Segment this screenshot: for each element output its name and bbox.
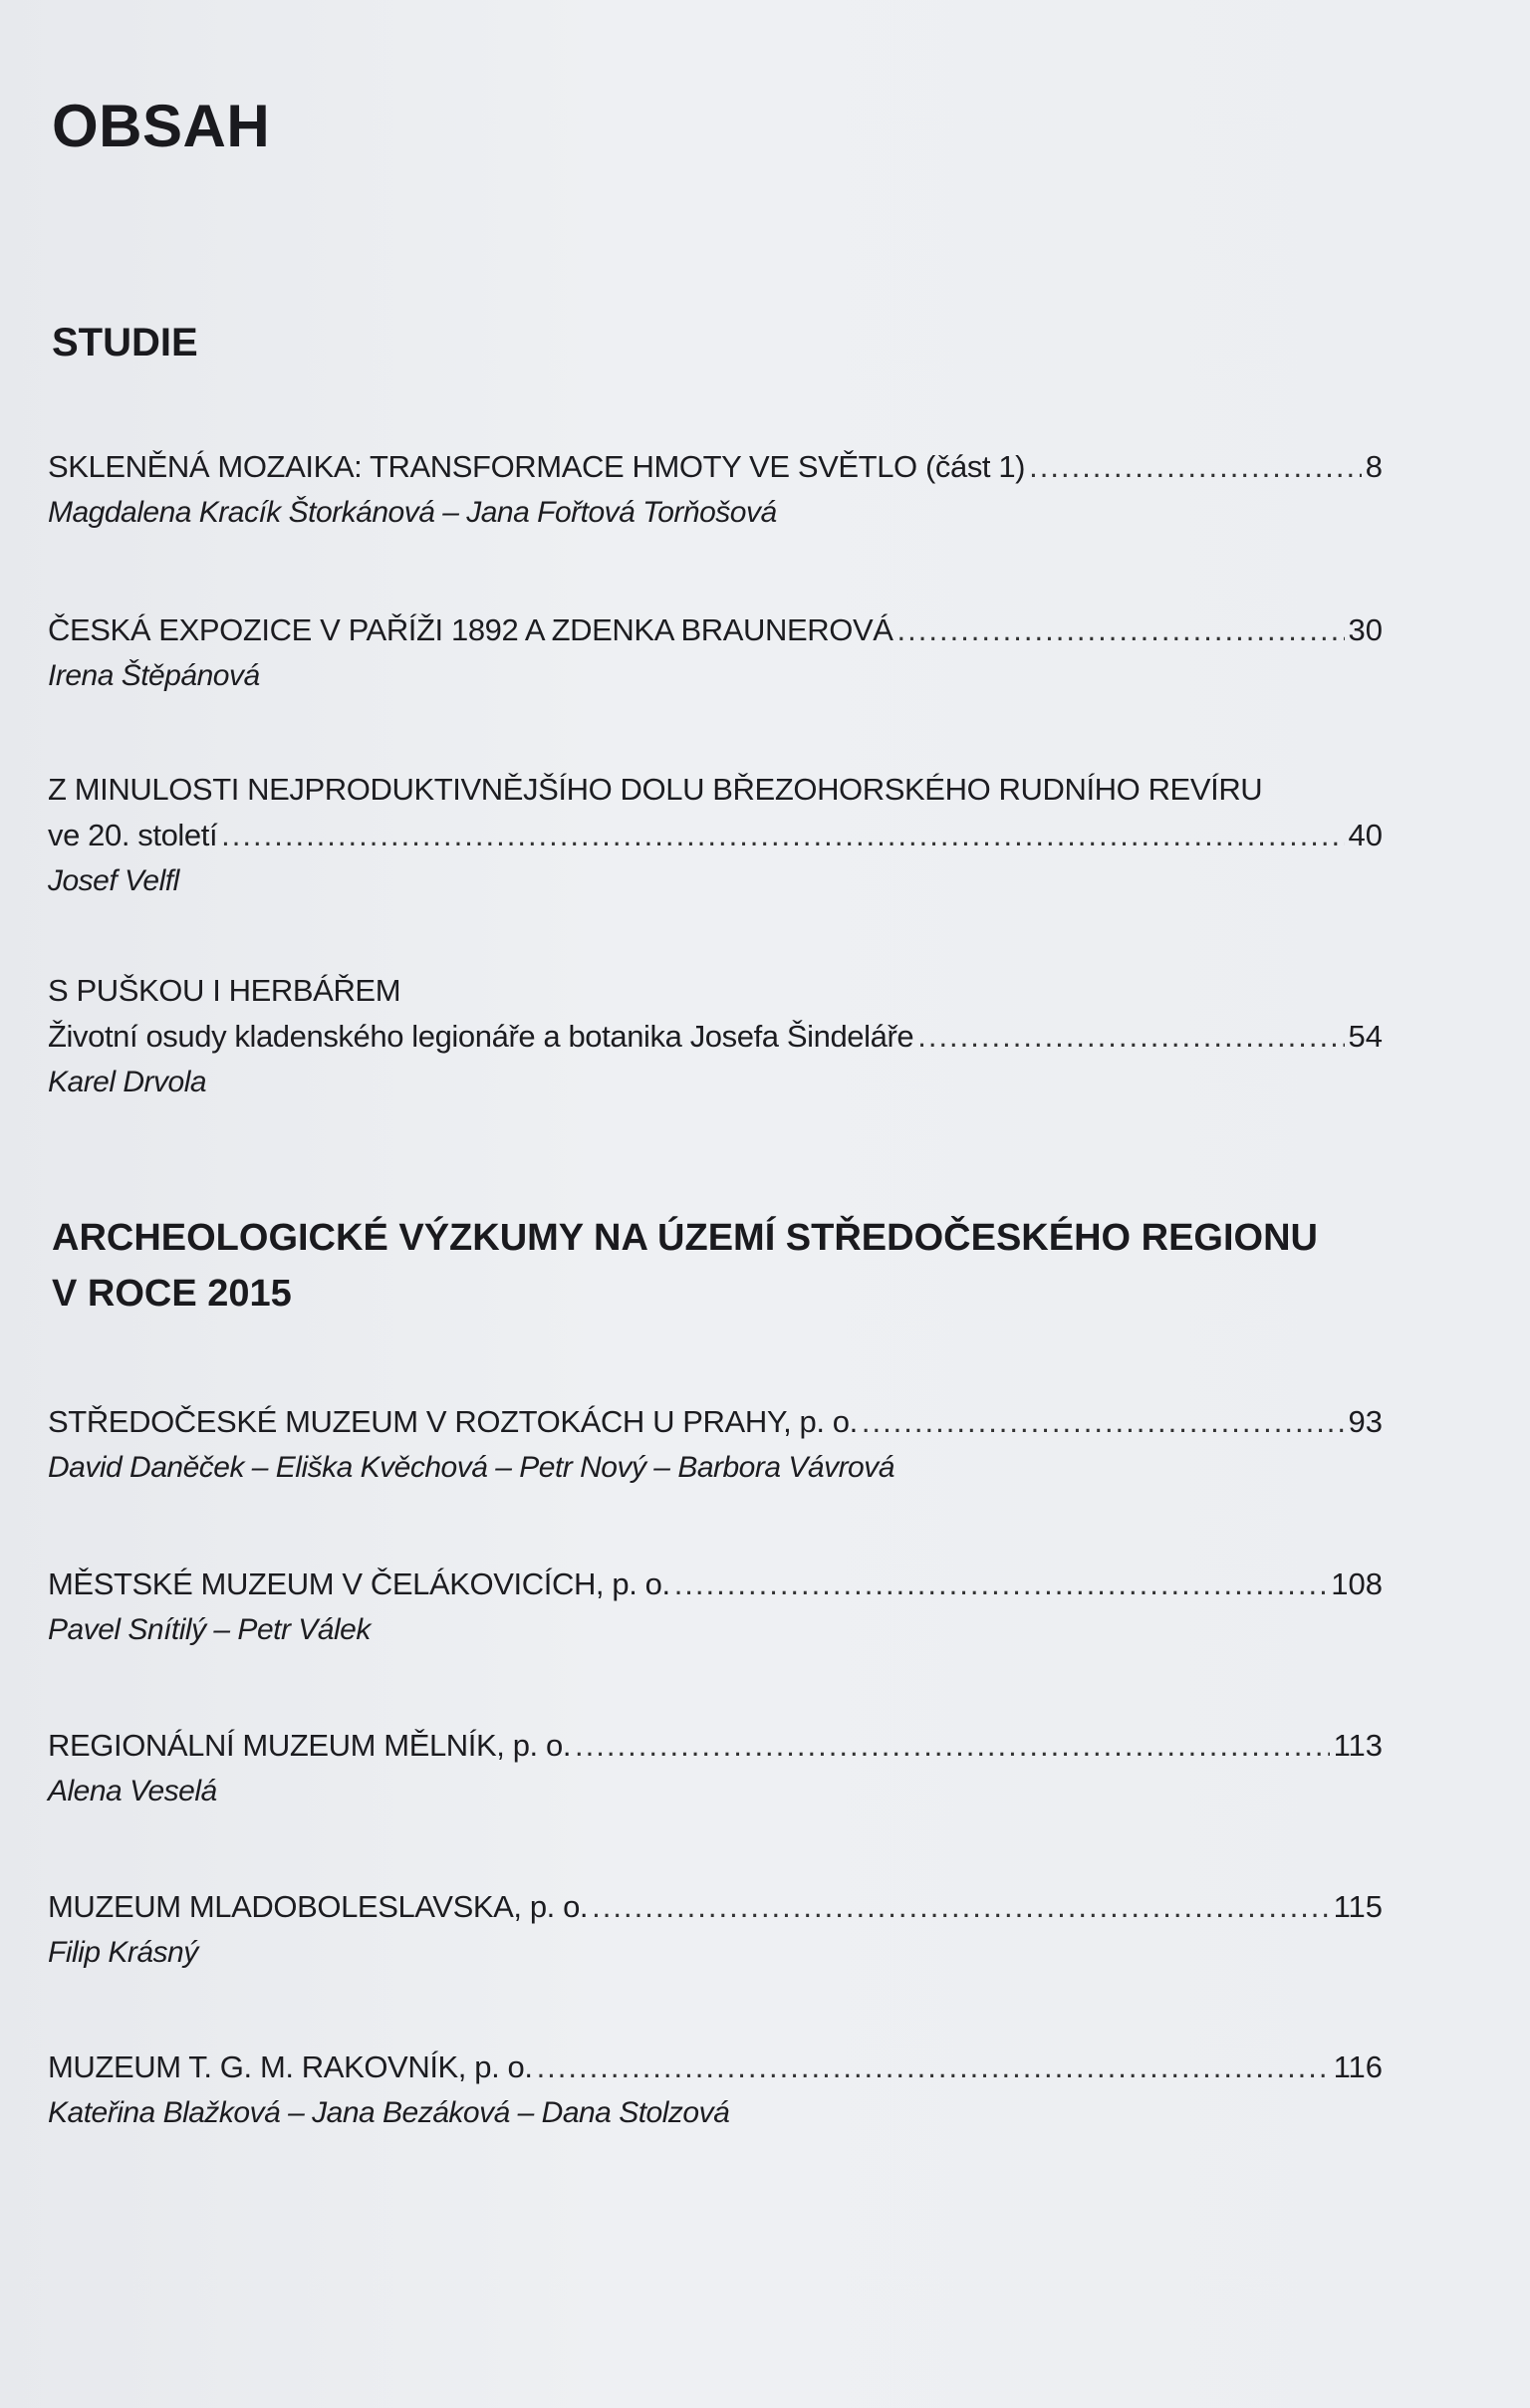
toc-entry-authors: Karel Drvola <box>48 1066 207 1098</box>
toc-entry-page: 40 <box>1348 818 1383 852</box>
toc-entry-authors: Pavel Snítilý – Petr Válek <box>48 1613 371 1646</box>
toc-entry-page: 115 <box>1333 1889 1383 1924</box>
toc-entry-line <box>48 813 1383 858</box>
toc-entry-title: ve 20. století <box>48 818 218 852</box>
toc-entry-title: STŘEDOČESKÉ MUZEUM V ROZTOKÁCH U PRAHY, p. o. <box>48 1404 858 1439</box>
section-heading-studie: STUDIE <box>52 321 198 364</box>
toc-entry[interactable] <box>48 968 1383 1105</box>
dot-leader <box>575 1723 1330 1769</box>
toc-entry-page: 8 <box>1365 449 1383 484</box>
toc-entry-line <box>48 1014 1383 1060</box>
toc-entry-line <box>48 1884 1383 1930</box>
dot-leader <box>1029 444 1362 490</box>
toc-entry-authors: Kateřina Blažková – Jana Bezáková – Dana Stolzová <box>48 2096 730 2129</box>
toc-entry[interactable] <box>48 607 1383 699</box>
toc-entry[interactable] <box>48 1723 1383 1814</box>
dot-leader <box>917 1014 1344 1060</box>
toc-entry-page: 93 <box>1348 1404 1383 1439</box>
section-heading-archeologie <box>52 1210 1446 1322</box>
toc-entry-title: MUZEUM MLADOBOLESLAVSKA, p. o. <box>48 1889 589 1924</box>
dot-leader <box>221 813 1344 858</box>
dot-leader <box>537 2045 1330 2090</box>
toc-entry-title-line1: Z MINULOSTI NEJPRODUKTIVNĚJŠÍHO DOLU BŘEZOHORSKÉHO RUDNÍHO REVÍRU <box>48 772 1263 807</box>
toc-entry[interactable] <box>48 444 1383 536</box>
toc-entry-title: SKLENĚNÁ MOZAIKA: TRANSFORMACE HMOTY VE SVĚTLO (část 1) <box>48 449 1026 484</box>
toc-entry-title: REGIONÁLNÍ MUZEUM MĚLNÍK, p. o. <box>48 1728 572 1763</box>
toc-entry-page: 108 <box>1331 1566 1383 1601</box>
toc-entry-page: 54 <box>1348 1019 1383 1054</box>
toc-entry-title: ČESKÁ EXPOZICE V PAŘÍŽI 1892 A ZDENKA BRAUNEROVÁ <box>48 612 893 647</box>
toc-entry[interactable] <box>48 2045 1383 2136</box>
toc-entry-authors: David Daněček – Eliška Kvěchová – Petr Nový – Barbora Vávrová <box>48 1451 894 1484</box>
page-title: OBSAH <box>52 93 271 159</box>
toc-entry-authors: Irena Štěpánová <box>48 659 260 692</box>
toc-entry[interactable] <box>48 1884 1383 1976</box>
toc-entry-line <box>48 1562 1383 1607</box>
toc-entry-title-line1: S PUŠKOU I HERBÁŘEM <box>48 973 401 1008</box>
toc-entry-line <box>48 444 1383 490</box>
toc-entry-authors: Magdalena Kracík Štorkánová – Jana Fořtová Torňošová <box>48 496 777 529</box>
dot-leader <box>592 1884 1329 1930</box>
toc-entry-line <box>48 1723 1383 1769</box>
toc-entry[interactable] <box>48 767 1383 904</box>
toc-entry-page: 113 <box>1333 1728 1383 1763</box>
toc-entry-page: 30 <box>1348 612 1383 647</box>
dot-leader <box>862 1399 1345 1445</box>
toc-entry-line <box>48 1399 1383 1445</box>
toc-entry-line <box>48 607 1383 653</box>
toc-entry-title: Životní osudy kladenského legionáře a botanika Josefa Šindeláře <box>48 1019 914 1054</box>
toc-entry-page: 116 <box>1333 2049 1383 2084</box>
toc-entry-title: MĚSTSKÉ MUZEUM V ČELÁKOVICÍCH, p. o. <box>48 1566 670 1601</box>
toc-entry[interactable] <box>48 1399 1383 1491</box>
dot-leader <box>674 1562 1328 1607</box>
toc-entry[interactable] <box>48 1562 1383 1653</box>
toc-entry-authors: Josef Velfl <box>48 864 179 897</box>
section-heading-line2: V ROCE 2015 <box>52 1273 292 1315</box>
toc-entry-line <box>48 2045 1383 2090</box>
section-heading-line1: ARCHEOLOGICKÉ VÝZKUMY NA ÚZEMÍ STŘEDOČESKÉHO REGIONU <box>52 1217 1318 1259</box>
dot-leader <box>897 607 1345 653</box>
toc-entry-title: MUZEUM T. G. M. RAKOVNÍK, p. o. <box>48 2049 533 2084</box>
toc-entry-authors: Alena Veselá <box>48 1775 217 1807</box>
toc-entry-authors: Filip Krásný <box>48 1936 198 1969</box>
